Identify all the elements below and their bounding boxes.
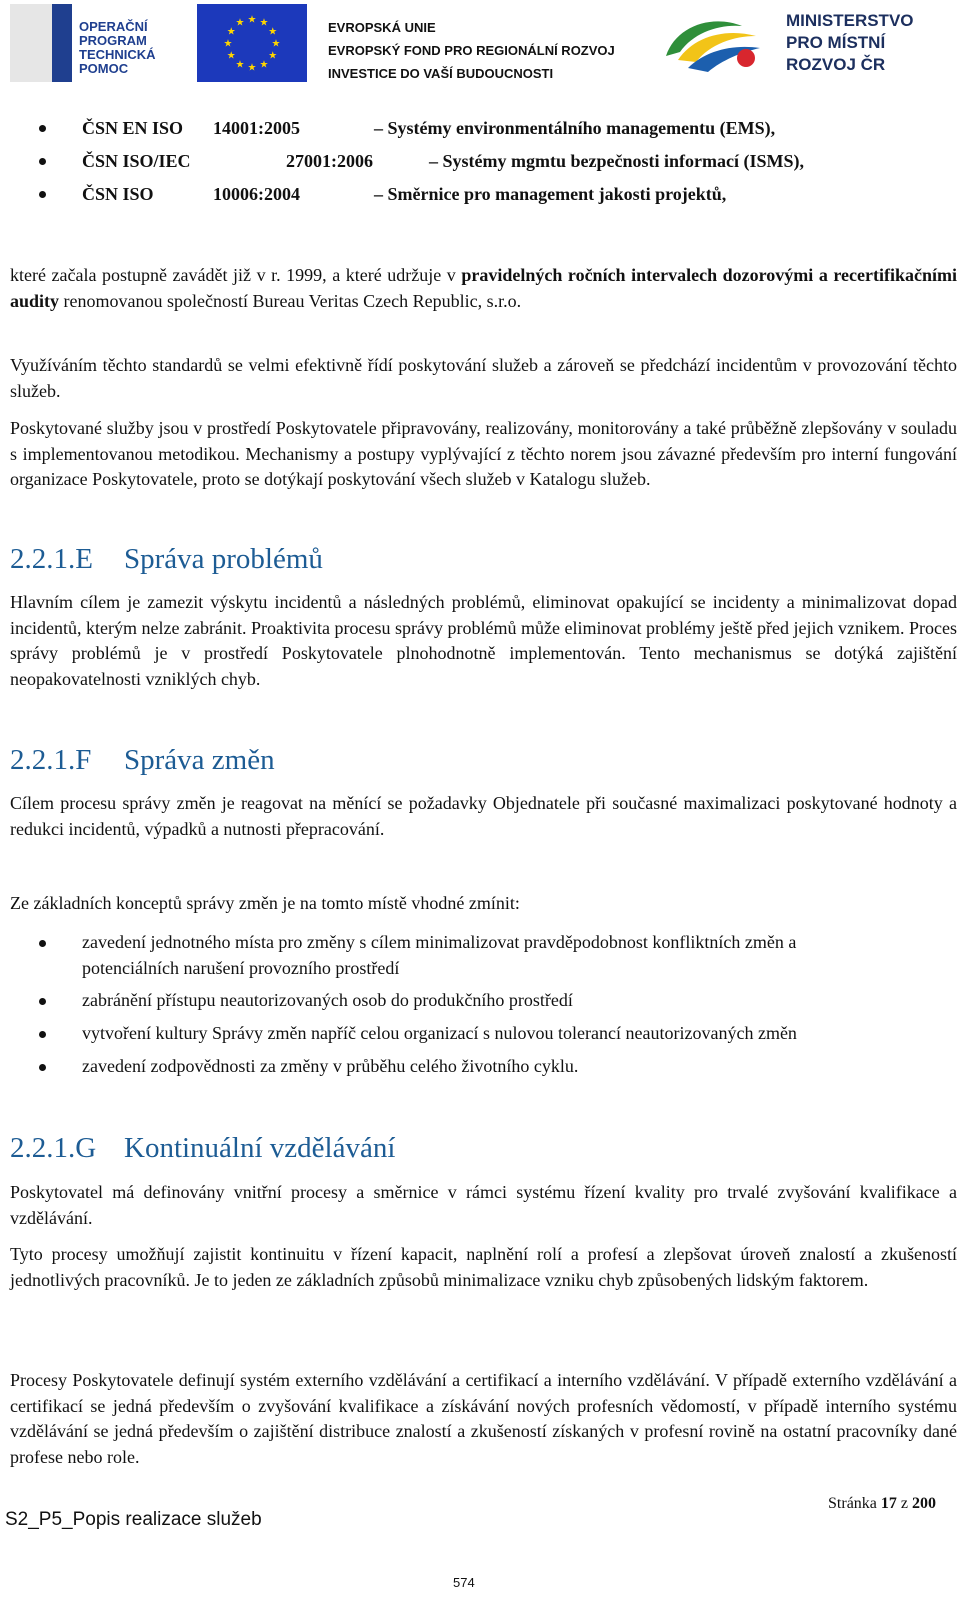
ministry-line: PRO MÍSTNÍ	[786, 33, 886, 52]
list-item	[0, 1054, 960, 1080]
standard-desc: – Směrnice pro management jakosti projektů,	[374, 184, 727, 204]
eu-star-icon: ★	[235, 17, 245, 29]
change-management-paragraph: Cílem procesu správy změn je reagovat na měnící se požadavky Objednatele při současné maximalizaci poskytované hodnoty a redukci incidentů, výpadků a nutnosti přepracování.	[10, 793, 957, 839]
eu-star-icon: ★	[259, 59, 269, 71]
education-paragraph-continuity: Tyto procesy umožňují zajistit kontinuitu v řízení kapacit, naplnění rolí a profesí a zlepšovat úroveň znalostí a zkušeností jednotlivých pracovníků. Je to jeden ze základních způsobů minimalizace vzniku chyb způsobených lidským faktorem.	[10, 1244, 957, 1290]
text-run: renomovanou společností Bureau Veritas Czech Republic, s.r.o.	[59, 290, 522, 311]
eu-line: INVESTICE DO VAŠÍ BUDOUCNOSTI	[328, 66, 554, 81]
standard-number: 10006:2004	[213, 184, 300, 204]
op-logo-line: OPERAČNÍ	[79, 19, 148, 34]
eu-star-icon: ★	[235, 59, 245, 71]
ministry-logo-text	[786, 10, 914, 76]
section-number: 2.2.1.E	[10, 543, 93, 575]
op-logo-stripe	[52, 4, 72, 82]
ministry-logo-icon	[660, 10, 765, 78]
eu-star-icon: ★	[271, 38, 281, 50]
list-item-text: vytvoření kultury Správy změn napříč celou organizací s nulovou tolerancí neautorizovaných změn	[82, 1023, 797, 1044]
problem-management-paragraph: Hlavním cílem je zamezit výskytu incidentů a následných problémů, eliminovat opakující se incidenty a minimalizovat dopad incidentů, kterým nelze zabránit. Proaktivita procesu správy problémů může eliminovat problémy ještě před jejich vznikem. Proces správy problémů je v prostředí Poskytovatele plnohodnotně implementován. Tento mechanismus se dotýká zajištění neopakovatelnosti vzniklých chyb.	[10, 592, 957, 690]
bullet-icon	[39, 1031, 46, 1038]
eu-star-icon: ★	[223, 38, 233, 50]
change-management-intro: Ze základních konceptů správy změn je na tomto místě vhodné zmínit:	[10, 893, 520, 913]
eu-flag-icon	[197, 4, 307, 82]
education-paragraph-external-internal: Procesy Poskytovatele definují systém externího vzdělávání a certifikací a interního vzdělávání. V případě externího vzdělávání a certifikací se jedná především o zvyšování kvalifikace a získávání nových profesních vědomostí, v případě interního systému vzdělávání se jedná především o zajištění distribuce znalostí a zkušeností získaných v profesní rovině na ostatní pracovníky dané profese nebo role.	[10, 1370, 957, 1468]
page-number: 17	[880, 1495, 897, 1512]
ministry-line: MINISTERSTVO	[786, 11, 914, 30]
eu-star-icon: ★	[226, 50, 236, 62]
section-number: 2.2.1.F	[10, 744, 92, 776]
list-item	[0, 930, 890, 981]
list-item-text: zabránění přístupu neautorizovaných osob do produkčního prostředí	[82, 990, 573, 1011]
text-run-bold: pravidelných ročních intervalech dozorovými a recertifikačními audity	[10, 265, 957, 311]
change-management-list	[0, 930, 960, 1080]
op-logo-line: POMOC	[79, 61, 129, 76]
bullet-icon	[39, 125, 46, 132]
header-logos	[0, 0, 960, 90]
section-title: Správa problémů	[124, 543, 323, 575]
bullet-icon	[39, 158, 46, 165]
standard-code: ČSN ISO/IEC	[82, 151, 191, 171]
section-title: Kontinuální vzdělávání	[124, 1132, 396, 1164]
intro-paragraph-standards: Využíváním těchto standardů se velmi efektivně řídí poskytování služeb a zároveň se předchází incidentům v provozování těchto služeb.	[10, 355, 957, 401]
op-logo-line: TECHNICKÁ	[79, 47, 156, 62]
section-heading-continuous-education	[10, 1131, 395, 1165]
bullet-icon	[39, 940, 46, 947]
list-item-text: zavedení zodpovědnosti za změny v průběhu celého životního cyklu.	[82, 1055, 579, 1076]
intro-paragraph-certification	[10, 263, 957, 314]
standard-desc: – Systémy mgmtu bezpečnosti informací (ISMS),	[429, 151, 804, 171]
section-heading-change-management	[10, 743, 275, 777]
page-counter-sep: z	[896, 1495, 912, 1512]
page-total: 200	[912, 1495, 936, 1512]
intro-paragraph-services: Poskytované služby jsou v prostředí Poskytovatele připravovány, realizovány, monitorovány a také průběžně zlepšovány v souladu s implementovanou metodikou. Mechanismy a postupy vyplývající z těchto norem jsou závazné především pro interní fungování organizace Poskytovatele, proto se dotýkají poskytování všech služeb v Katalogu služeb.	[10, 418, 957, 490]
text-run: které začala postupně zavádět již v r. 1999, a které udržuje v	[10, 265, 462, 285]
eu-line: EVROPSKÁ UNIE	[328, 20, 436, 35]
bullet-icon	[39, 998, 46, 1005]
op-logo-line: PROGRAM	[79, 33, 147, 48]
page-counter	[828, 1495, 936, 1513]
eu-star-icon: ★	[247, 14, 257, 26]
education-paragraph-processes: Poskytovatel má definovány vnitřní procesy a směrnice v rámci systému řízení kvality pro trvalé zvyšování kvalifikace a vzdělávání.	[10, 1182, 957, 1228]
standard-number: 27001:2006	[286, 151, 373, 171]
eu-star-icon: ★	[259, 17, 269, 29]
section-heading-problem-management	[10, 542, 323, 576]
standard-number: 14001:2005	[213, 118, 300, 138]
section-title: Správa změn	[124, 744, 275, 776]
standard-code: ČSN EN ISO	[82, 118, 184, 138]
standard-code: ČSN ISO	[82, 184, 154, 204]
op-logo-text	[79, 20, 156, 76]
standard-desc: – Systémy environmentálního managementu (EMS),	[374, 118, 776, 138]
list-item	[0, 1021, 902, 1047]
bullet-icon	[39, 1064, 46, 1071]
eu-star-icon: ★	[226, 26, 236, 38]
bullet-icon	[39, 191, 46, 198]
eu-logo-text	[328, 16, 615, 85]
eu-line: EVROPSKÝ FOND PRO REGIONÁLNÍ ROZVOJ	[328, 43, 615, 58]
page-counter-label: Stránka	[828, 1495, 881, 1512]
eu-star-icon: ★	[268, 26, 278, 38]
eu-star-icon: ★	[268, 50, 278, 62]
section-number: 2.2.1.G	[10, 1132, 97, 1164]
ministry-line: ROZVOJ ČR	[786, 55, 886, 74]
list-item-text: zavedení jednotného místa pro změny s cílem minimalizovat pravděpodobnost konfliktních změn a potenciálních narušení provozního prostředí	[82, 932, 797, 978]
list-item	[0, 988, 960, 1014]
page-code: 574	[453, 1575, 475, 1590]
eu-star-icon: ★	[247, 62, 257, 74]
document-name: S2_P5_Popis realizace služeb	[5, 1509, 262, 1530]
